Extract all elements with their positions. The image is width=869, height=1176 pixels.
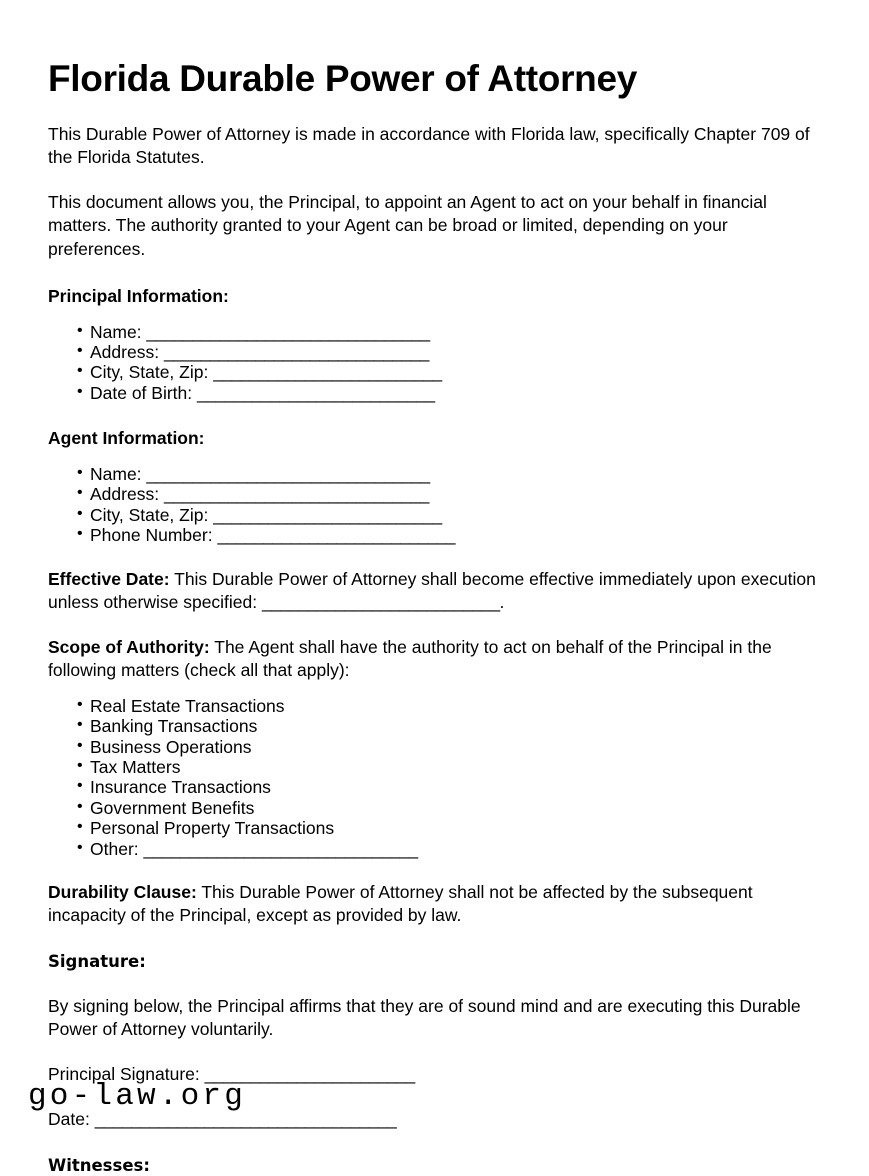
field-blank[interactable]: _________________________: [213, 504, 442, 525]
list-item[interactable]: [48, 716, 821, 736]
field-label: Date of Birth:: [90, 382, 193, 403]
effective-date-lead: Effective Date:: [48, 568, 170, 589]
page-title: Florida Durable Power of Attorney: [48, 58, 638, 99]
field-blank[interactable]: __________________________: [197, 382, 435, 403]
durability-clause-paragraph: [48, 859, 820, 928]
principal-information-fields: [48, 308, 821, 404]
list-item[interactable]: [48, 818, 821, 838]
date-blank[interactable]: _________________________________: [94, 1109, 397, 1130]
site-watermark: go-law.org: [28, 1079, 247, 1114]
agent-information-fields: [48, 450, 821, 546]
field-label: Address:: [90, 484, 160, 505]
list-item[interactable]: [48, 757, 821, 777]
list-item[interactable]: [48, 737, 821, 757]
scope-item-label: Tax Matters: [90, 756, 181, 777]
durability-clause-text: This Durable Power of Attorney shall not be affected by the subsequent incapacity of the Principal, except as provided by law.: [48, 881, 753, 926]
field-blank[interactable]: _______________________________: [146, 464, 430, 484]
scope-item-label: Business Operations: [90, 736, 252, 757]
principal-signature-label: Principal Signature:: [48, 1064, 200, 1085]
signature-heading: Signature:: [48, 952, 146, 972]
intro-paragraph-2: This document allows you, the Principal, to appoint an Agent to act on your behalf in financial matters. The authority granted to your Agent can be broad or limited, depending on your preferences.: [48, 192, 767, 259]
field-label: City, State, Zip:: [90, 362, 209, 383]
field-blank[interactable]: _____________________________: [163, 342, 429, 363]
scope-of-authority-text: The Agent shall have the authority to act on behalf of the Principal in the following matters (check all that apply):: [48, 637, 772, 681]
effective-date-period: .: [499, 591, 505, 612]
field-label: City, State, Zip:: [90, 504, 209, 525]
list-item: [48, 342, 821, 362]
field-blank[interactable]: _____________________________: [163, 484, 429, 505]
list-item: [48, 362, 821, 382]
intro-paragraph-1: This Durable Power of Attorney is made in accordance with Florida law, specifically Chapter 709 of the Florida Statutes.: [48, 123, 810, 167]
scope-of-authority-items: [48, 683, 821, 859]
list-item: [48, 464, 821, 484]
effective-date-text: This Durable Power of Attorney shall become effective immediately upon execution unless otherwise specified:: [48, 568, 816, 612]
field-blank[interactable]: _______________________________: [146, 321, 430, 342]
list-item[interactable]: [48, 798, 821, 818]
field-label: Name:: [90, 321, 142, 342]
list-item: [48, 322, 821, 342]
list-item[interactable]: [48, 777, 821, 797]
field-label: Name:: [90, 464, 142, 484]
date-label: Date:: [48, 1109, 90, 1130]
scope-of-authority-paragraph: [48, 614, 820, 683]
signature-affirmation: By signing below, the Principal affirms that they are of sound mind and are executing this Durable Power of Attorney voluntarily.: [48, 995, 801, 1040]
field-blank[interactable]: __________________________: [217, 525, 455, 546]
witnesses-heading: Witnesses:: [48, 1155, 150, 1175]
scope-item-label: Other:: [90, 838, 139, 859]
principal-information-heading: Principal Information:: [48, 285, 229, 306]
scope-of-authority-lead: Scope of Authority:: [48, 637, 210, 658]
scope-item-label: Banking Transactions: [90, 716, 258, 737]
scope-item-label: Government Benefits: [90, 797, 255, 818]
list-item: [48, 484, 821, 504]
list-item: [48, 505, 821, 525]
scope-item-label: Personal Property Transactions: [90, 818, 335, 839]
field-label: Phone Number:: [90, 525, 213, 546]
field-blank[interactable]: _________________________: [213, 362, 442, 383]
list-item: [48, 383, 821, 403]
agent-information-heading: Agent Information:: [48, 428, 205, 449]
scope-item-label: Real Estate Transactions: [90, 695, 285, 716]
effective-date-blank[interactable]: __________________________: [262, 591, 500, 612]
scope-item-label: Insurance Transactions: [90, 777, 271, 798]
durability-clause-lead: Durability Clause:: [48, 881, 197, 902]
scope-other-blank[interactable]: ______________________________: [143, 838, 418, 859]
list-item: [48, 525, 821, 545]
field-label: Address:: [90, 342, 160, 363]
list-item[interactable]: [48, 839, 821, 859]
list-item[interactable]: [48, 696, 821, 716]
principal-signature-blank[interactable]: _______________________: [204, 1064, 415, 1085]
effective-date-paragraph: [48, 546, 820, 615]
